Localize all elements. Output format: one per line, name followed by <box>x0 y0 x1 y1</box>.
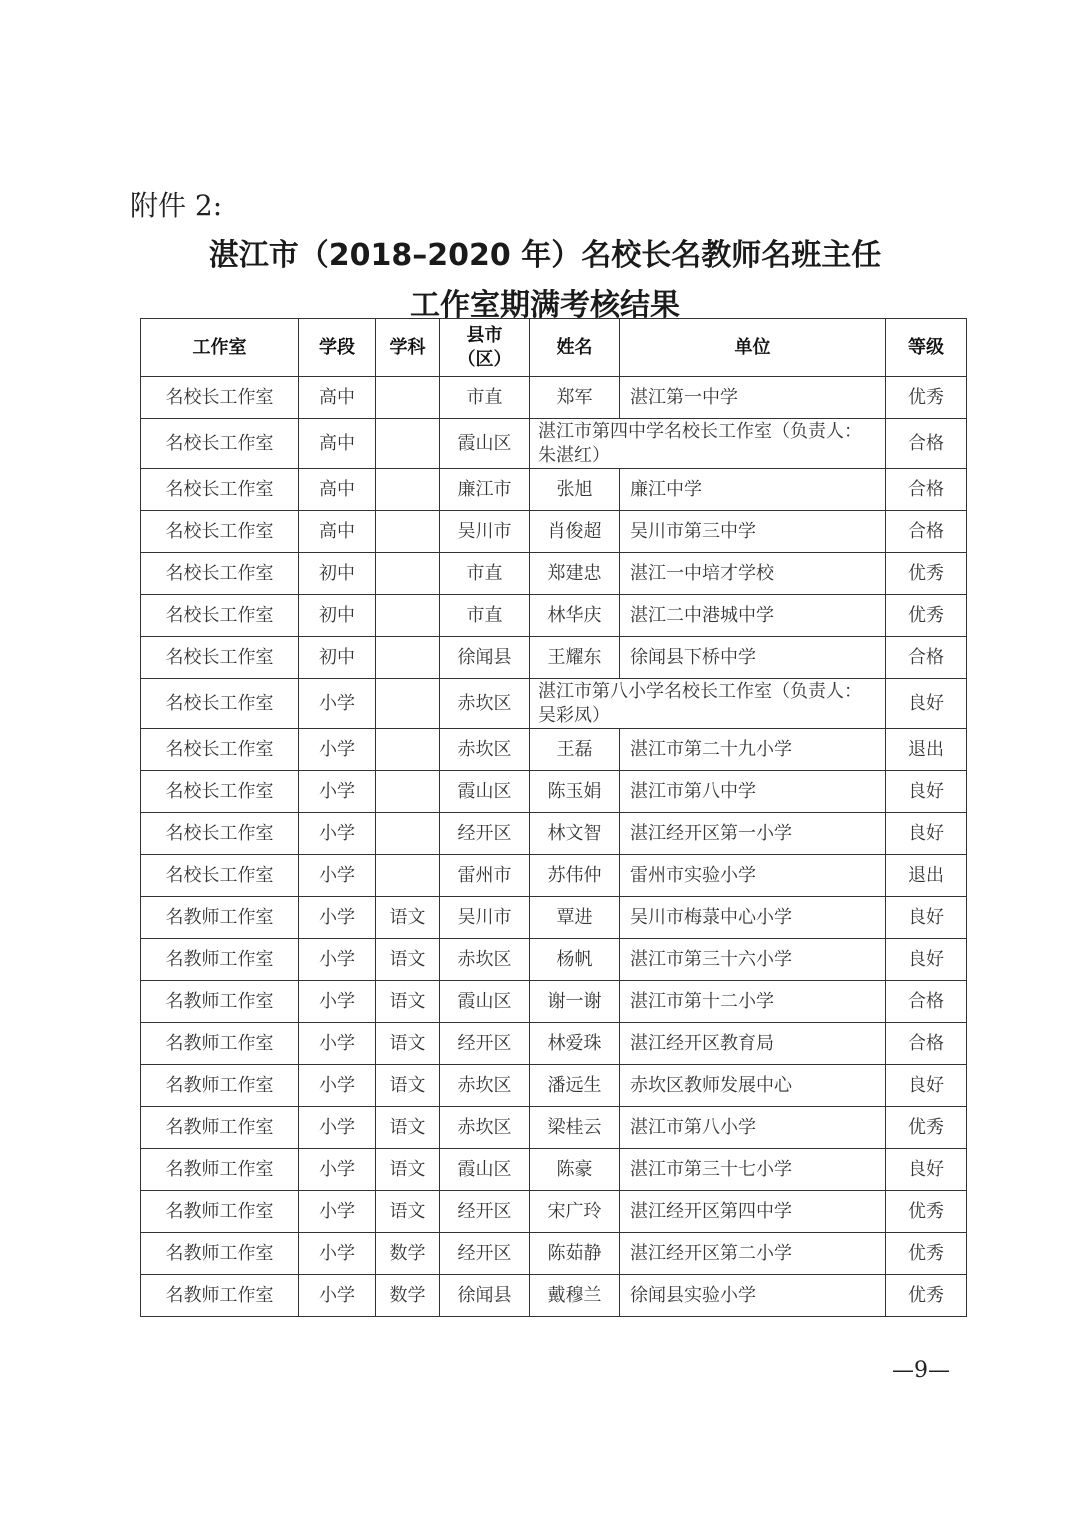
cell-grade: 合格 <box>886 981 967 1023</box>
cell-stage: 高中 <box>299 377 376 419</box>
cell-unit: 吴川市梅菉中心小学 <box>620 897 886 939</box>
cell-unit: 湛江市第十二小学 <box>620 981 886 1023</box>
cell-grade: 退出 <box>886 729 967 771</box>
cell-stage: 小学 <box>299 813 376 855</box>
cell-county: 赤坎区 <box>440 939 530 981</box>
cell-name: 林爱珠 <box>530 1023 620 1065</box>
cell-unit: 湛江市第八中学 <box>620 771 886 813</box>
cell-unit: 湛江经开区教育局 <box>620 1023 886 1065</box>
cell-stage: 小学 <box>299 729 376 771</box>
cell-stage: 小学 <box>299 1275 376 1317</box>
cell-grade: 合格 <box>886 469 967 511</box>
cell-unit: 湛江经开区第二小学 <box>620 1233 886 1275</box>
cell-name: 潘远生 <box>530 1065 620 1107</box>
cell-studio: 名校长工作室 <box>141 419 299 469</box>
cell-subject <box>376 511 440 553</box>
cell-grade: 良好 <box>886 771 967 813</box>
cell-grade: 优秀 <box>886 377 967 419</box>
table-row <box>141 553 967 595</box>
cell-subject <box>376 553 440 595</box>
cell-subject: 数学 <box>376 1275 440 1317</box>
cell-grade: 良好 <box>886 897 967 939</box>
cell-grade: 优秀 <box>886 553 967 595</box>
cell-county: 经开区 <box>440 1191 530 1233</box>
cell-county: 经开区 <box>440 1023 530 1065</box>
table-header-row <box>141 319 967 377</box>
cell-subject: 语文 <box>376 1191 440 1233</box>
cell-grade: 优秀 <box>886 1275 967 1317</box>
cell-county: 徐闻县 <box>440 637 530 679</box>
cell-studio: 名校长工作室 <box>141 511 299 553</box>
cell-county: 经开区 <box>440 1233 530 1275</box>
cell-grade: 优秀 <box>886 1107 967 1149</box>
cell-subject <box>376 855 440 897</box>
cell-stage: 小学 <box>299 679 376 729</box>
table-row <box>141 897 967 939</box>
cell-stage: 小学 <box>299 855 376 897</box>
cell-stage: 小学 <box>299 1065 376 1107</box>
cell-subject <box>376 469 440 511</box>
table-body <box>141 377 967 1317</box>
cell-county: 市直 <box>440 595 530 637</box>
cell-county: 赤坎区 <box>440 729 530 771</box>
cell-grade: 良好 <box>886 679 967 729</box>
county-header-line1: 县市 <box>466 324 503 346</box>
attachment-label: 附件 2: <box>130 189 223 222</box>
cell-studio: 名校长工作室 <box>141 679 299 729</box>
table-row <box>141 1191 967 1233</box>
cell-studio: 名校长工作室 <box>141 595 299 637</box>
cell-unit: 赤坎区教师发展中心 <box>620 1065 886 1107</box>
cell-unit: 湛江市第八小学名校长工作室（负责人：吴彩凤） <box>530 679 886 729</box>
cell-subject <box>376 595 440 637</box>
cell-name: 张旭 <box>530 469 620 511</box>
cell-subject <box>376 637 440 679</box>
cell-studio: 名校长工作室 <box>141 637 299 679</box>
cell-grade: 合格 <box>886 637 967 679</box>
cell-studio: 名校长工作室 <box>141 729 299 771</box>
page-number: —9— <box>892 1358 950 1383</box>
cell-grade: 良好 <box>886 1065 967 1107</box>
cell-studio: 名校长工作室 <box>141 377 299 419</box>
cell-stage: 小学 <box>299 1107 376 1149</box>
cell-grade: 优秀 <box>886 1233 967 1275</box>
cell-studio: 名校长工作室 <box>141 553 299 595</box>
cell-subject: 语文 <box>376 1023 440 1065</box>
table-row <box>141 729 967 771</box>
cell-grade: 优秀 <box>886 1191 967 1233</box>
column-header-unit: 单位 <box>620 319 886 377</box>
cell-name: 林文智 <box>530 813 620 855</box>
cell-name: 陈玉娟 <box>530 771 620 813</box>
cell-county: 市直 <box>440 553 530 595</box>
cell-name: 覃进 <box>530 897 620 939</box>
cell-name: 肖俊超 <box>530 511 620 553</box>
cell-stage: 高中 <box>299 419 376 469</box>
cell-subject <box>376 419 440 469</box>
cell-county: 廉江市 <box>440 469 530 511</box>
column-header-grade: 等级 <box>886 319 967 377</box>
cell-grade: 良好 <box>886 939 967 981</box>
cell-studio: 名教师工作室 <box>141 1275 299 1317</box>
table-row <box>141 637 967 679</box>
county-header-line2: （区） <box>457 348 512 370</box>
cell-stage: 小学 <box>299 771 376 813</box>
cell-county: 徐闻县 <box>440 1275 530 1317</box>
column-header-subject: 学科 <box>376 319 440 377</box>
cell-studio: 名校长工作室 <box>141 813 299 855</box>
table-row <box>141 813 967 855</box>
cell-stage: 初中 <box>299 637 376 679</box>
column-header-name: 姓名 <box>530 319 620 377</box>
cell-subject <box>376 771 440 813</box>
cell-grade: 合格 <box>886 511 967 553</box>
table-row <box>141 679 967 729</box>
cell-grade: 合格 <box>886 419 967 469</box>
cell-name: 郑建忠 <box>530 553 620 595</box>
cell-unit: 湛江市第三十七小学 <box>620 1149 886 1191</box>
cell-name: 苏伟仲 <box>530 855 620 897</box>
cell-studio: 名教师工作室 <box>141 897 299 939</box>
cell-subject <box>376 377 440 419</box>
cell-unit: 湛江市第三十六小学 <box>620 939 886 981</box>
cell-name: 陈茹静 <box>530 1233 620 1275</box>
cell-county: 霞山区 <box>440 419 530 469</box>
cell-stage: 小学 <box>299 1023 376 1065</box>
cell-name: 梁桂云 <box>530 1107 620 1149</box>
cell-studio: 名教师工作室 <box>141 1191 299 1233</box>
cell-grade: 良好 <box>886 813 967 855</box>
table-row <box>141 771 967 813</box>
cell-county: 赤坎区 <box>440 1107 530 1149</box>
cell-studio: 名教师工作室 <box>141 1065 299 1107</box>
cell-name: 杨帆 <box>530 939 620 981</box>
cell-unit: 湛江市第八小学 <box>620 1107 886 1149</box>
cell-studio: 名教师工作室 <box>141 939 299 981</box>
cell-name: 陈豪 <box>530 1149 620 1191</box>
table-row <box>141 1275 967 1317</box>
cell-subject: 语文 <box>376 1107 440 1149</box>
cell-county: 霞山区 <box>440 981 530 1023</box>
cell-unit: 湛江市第二十九小学 <box>620 729 886 771</box>
cell-unit: 湛江经开区第一小学 <box>620 813 886 855</box>
cell-county: 吴川市 <box>440 511 530 553</box>
cell-county: 经开区 <box>440 813 530 855</box>
cell-name: 谢一谢 <box>530 981 620 1023</box>
cell-county: 霞山区 <box>440 771 530 813</box>
document-title-line2: 工作室期满考核结果 <box>410 288 680 323</box>
results-table <box>140 318 967 1317</box>
cell-studio: 名校长工作室 <box>141 855 299 897</box>
cell-county: 霞山区 <box>440 1149 530 1191</box>
document-title-line1: 湛江市（2018–2020 年）名校长名教师名班主任 <box>208 238 882 273</box>
cell-subject: 语文 <box>376 897 440 939</box>
cell-subject: 数学 <box>376 1233 440 1275</box>
cell-subject <box>376 813 440 855</box>
cell-unit: 湛江一中培才学校 <box>620 553 886 595</box>
cell-grade: 良好 <box>886 1149 967 1191</box>
table-row <box>141 595 967 637</box>
cell-subject <box>376 679 440 729</box>
cell-studio: 名教师工作室 <box>141 981 299 1023</box>
table-row <box>141 855 967 897</box>
table-row <box>141 511 967 553</box>
cell-name: 林华庆 <box>530 595 620 637</box>
cell-name: 王耀东 <box>530 637 620 679</box>
cell-subject: 语文 <box>376 1149 440 1191</box>
cell-grade: 合格 <box>886 1023 967 1065</box>
cell-subject: 语文 <box>376 1065 440 1107</box>
cell-county: 雷州市 <box>440 855 530 897</box>
cell-county: 赤坎区 <box>440 679 530 729</box>
cell-stage: 小学 <box>299 981 376 1023</box>
table-row <box>141 377 967 419</box>
cell-county: 市直 <box>440 377 530 419</box>
cell-name: 王磊 <box>530 729 620 771</box>
cell-unit: 湛江经开区第四中学 <box>620 1191 886 1233</box>
cell-unit: 吴川市第三中学 <box>620 511 886 553</box>
column-header-studio: 工作室 <box>141 319 299 377</box>
cell-studio: 名教师工作室 <box>141 1233 299 1275</box>
cell-name: 戴穆兰 <box>530 1275 620 1317</box>
cell-unit: 湛江第一中学 <box>620 377 886 419</box>
cell-county: 赤坎区 <box>440 1065 530 1107</box>
cell-grade: 优秀 <box>886 595 967 637</box>
table-row <box>141 939 967 981</box>
cell-unit: 湛江二中港城中学 <box>620 595 886 637</box>
cell-stage: 小学 <box>299 1191 376 1233</box>
cell-stage: 初中 <box>299 553 376 595</box>
cell-name: 郑军 <box>530 377 620 419</box>
cell-unit: 徐闻县实验小学 <box>620 1275 886 1317</box>
table-row <box>141 469 967 511</box>
column-header-county <box>440 319 530 377</box>
cell-subject: 语文 <box>376 939 440 981</box>
cell-stage: 高中 <box>299 469 376 511</box>
column-header-stage: 学段 <box>299 319 376 377</box>
cell-subject <box>376 729 440 771</box>
cell-unit: 徐闻县下桥中学 <box>620 637 886 679</box>
cell-unit: 雷州市实验小学 <box>620 855 886 897</box>
cell-stage: 初中 <box>299 595 376 637</box>
cell-subject: 语文 <box>376 981 440 1023</box>
cell-unit: 廉江中学 <box>620 469 886 511</box>
cell-studio: 名校长工作室 <box>141 771 299 813</box>
cell-stage: 小学 <box>299 897 376 939</box>
table-row <box>141 1149 967 1191</box>
table-row <box>141 1233 967 1275</box>
cell-grade: 退出 <box>886 855 967 897</box>
cell-stage: 高中 <box>299 511 376 553</box>
table-row <box>141 981 967 1023</box>
cell-unit: 湛江市第四中学名校长工作室（负责人：朱湛红） <box>530 419 886 469</box>
table-row <box>141 1023 967 1065</box>
cell-county: 吴川市 <box>440 897 530 939</box>
cell-studio: 名教师工作室 <box>141 1149 299 1191</box>
table-row <box>141 1107 967 1149</box>
cell-studio: 名教师工作室 <box>141 1023 299 1065</box>
cell-name: 宋广玲 <box>530 1191 620 1233</box>
cell-studio: 名校长工作室 <box>141 469 299 511</box>
table-row <box>141 1065 967 1107</box>
cell-studio: 名教师工作室 <box>141 1107 299 1149</box>
cell-stage: 小学 <box>299 939 376 981</box>
cell-stage: 小学 <box>299 1149 376 1191</box>
table-row <box>141 419 967 469</box>
cell-stage: 小学 <box>299 1233 376 1275</box>
